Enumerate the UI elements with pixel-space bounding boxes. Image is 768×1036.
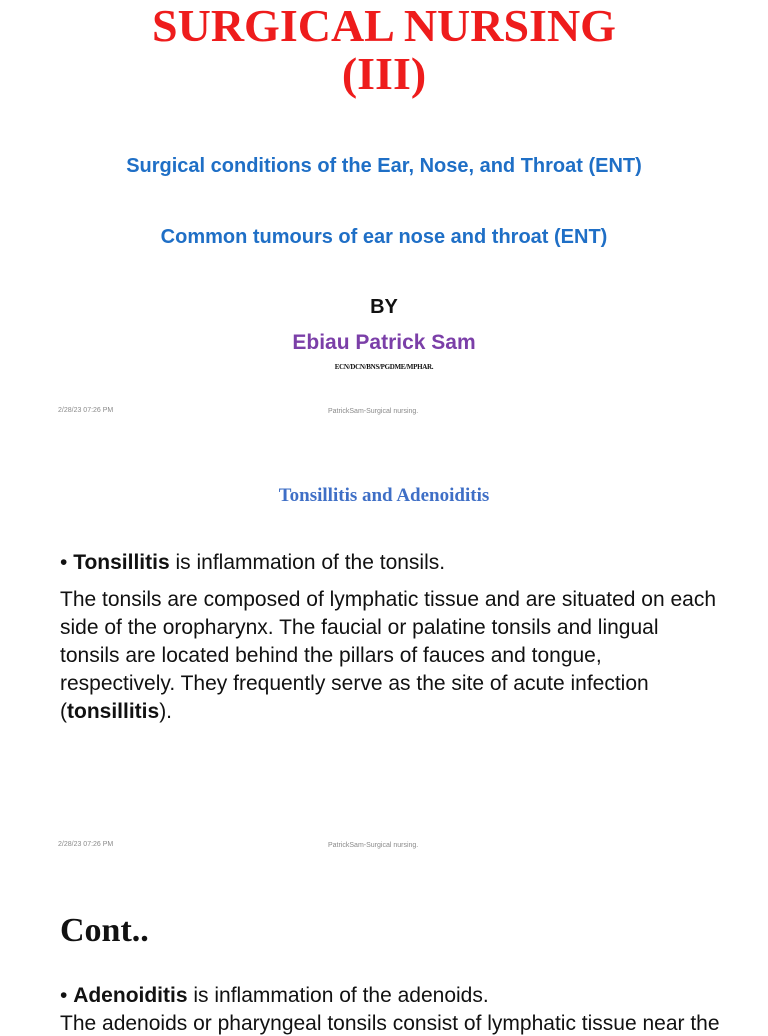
paragraph-term: tonsillitis (67, 700, 160, 723)
bullet-tonsillitis (60, 551, 720, 575)
main-title-line2: (III) (341, 48, 427, 99)
footer-title: PatrickSam-Surgical nursing. (328, 408, 419, 415)
footer-date: 2/28/23 07:26 PM (58, 407, 114, 414)
tonsils-paragraph (60, 586, 720, 726)
by-label: BY (370, 296, 398, 318)
author-credentials: ECN/DCN/BNS/PGDME/MPHAR. (334, 363, 434, 371)
bullet-icon: • (60, 984, 74, 1007)
author-name: Ebiau Patrick Sam (292, 331, 476, 354)
subtitle-ent-conditions: Surgical conditions of the Ear, Nose, and Throat (ENT) (126, 155, 642, 177)
subtitle-ent-tumours: Common tumours of ear nose and throat (ENT) (160, 226, 608, 248)
slide-heading: Tonsillitis and Adenoiditis (278, 485, 490, 506)
main-title (0, 2, 768, 98)
main-title-line1: SURGICAL NURSING (152, 0, 616, 51)
bullet-text: is inflammation of the tonsils. (169, 551, 446, 574)
bullet-term: Adenoiditis (73, 984, 188, 1007)
bullet-text: is inflammation of the adenoids. (187, 984, 489, 1007)
bullet-icon: • (60, 551, 74, 574)
bullet-adenoiditis (60, 984, 720, 1008)
adenoids-paragraph-partial: The adenoids or pharyngeal tonsils consist of lymphatic tissue near the (60, 1012, 720, 1035)
bullet-term: Tonsillitis (73, 551, 170, 574)
slide-title (0, 0, 768, 432)
paragraph-end: ). (159, 700, 173, 723)
footer-title: PatrickSam-Surgical nursing. (328, 842, 419, 849)
paragraph-text: The tonsils are composed of lymphatic tissue and are situated on each side of the oropharynx. The faucial or palatine tonsils and lingual tonsils are located behind the pillars of fauces and tongue, respectively. They frequently serve as the site of acute infection ( (60, 588, 717, 723)
slide-heading: Cont.. (60, 912, 149, 949)
slide-tonsillitis (0, 440, 768, 872)
footer-date: 2/28/23 07:26 PM (58, 841, 114, 848)
slide-cont (0, 880, 768, 1035)
